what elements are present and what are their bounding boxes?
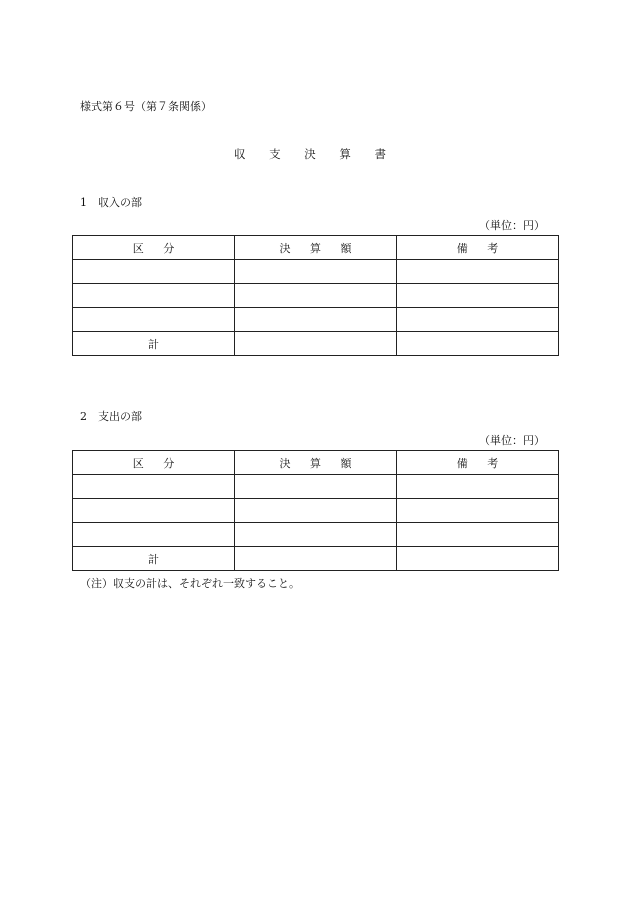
table-cell[interactable] (397, 308, 559, 332)
table-header-row (73, 451, 559, 475)
column-header-category: 区 分 (73, 236, 235, 260)
table-cell[interactable] (397, 284, 559, 308)
total-remarks-cell[interactable] (397, 332, 559, 356)
table-cell[interactable] (397, 475, 559, 499)
total-amount-cell[interactable] (235, 547, 397, 571)
form-number: 様式第６号（第７条関係） (80, 100, 212, 113)
column-header-remarks: 備 考 (397, 236, 559, 260)
total-label: 計 (73, 332, 235, 356)
footnote: （注）収支の計は、それぞれ一致すること。 (80, 577, 300, 590)
expense-section-heading: 2 支出の部 (80, 410, 142, 423)
table-row (73, 499, 559, 523)
total-label: 計 (73, 547, 235, 571)
column-header-remarks: 備 考 (397, 451, 559, 475)
table-cell[interactable] (397, 523, 559, 547)
table-row (73, 475, 559, 499)
table-cell[interactable] (235, 260, 397, 284)
column-header-settled-amount: 決 算 額 (235, 451, 397, 475)
table-cell[interactable] (235, 499, 397, 523)
total-row (73, 332, 559, 356)
table-row (73, 260, 559, 284)
table-cell[interactable] (73, 523, 235, 547)
total-amount-cell[interactable] (235, 332, 397, 356)
table-cell[interactable] (73, 260, 235, 284)
table-cell[interactable] (73, 499, 235, 523)
table-cell[interactable] (73, 475, 235, 499)
table-cell[interactable] (235, 523, 397, 547)
table-row (73, 284, 559, 308)
total-row (73, 547, 559, 571)
table-cell[interactable] (235, 284, 397, 308)
expense-table (72, 450, 559, 571)
income-table (72, 235, 559, 356)
table-cell[interactable] (397, 260, 559, 284)
table-cell[interactable] (397, 499, 559, 523)
income-section-heading: 1 収入の部 (80, 196, 142, 209)
total-remarks-cell[interactable] (397, 547, 559, 571)
document-title: 収 支 決 算 書 (233, 147, 397, 161)
table-row (73, 308, 559, 332)
table-row (73, 523, 559, 547)
table-cell[interactable] (235, 475, 397, 499)
table-cell[interactable] (73, 308, 235, 332)
table-cell[interactable] (73, 284, 235, 308)
column-header-settled-amount: 決 算 額 (235, 236, 397, 260)
table-cell[interactable] (235, 308, 397, 332)
expense-unit-label: （単位：円） (479, 434, 545, 447)
column-header-category: 区 分 (73, 451, 235, 475)
income-unit-label: （単位：円） (479, 219, 545, 232)
table-header-row (73, 236, 559, 260)
